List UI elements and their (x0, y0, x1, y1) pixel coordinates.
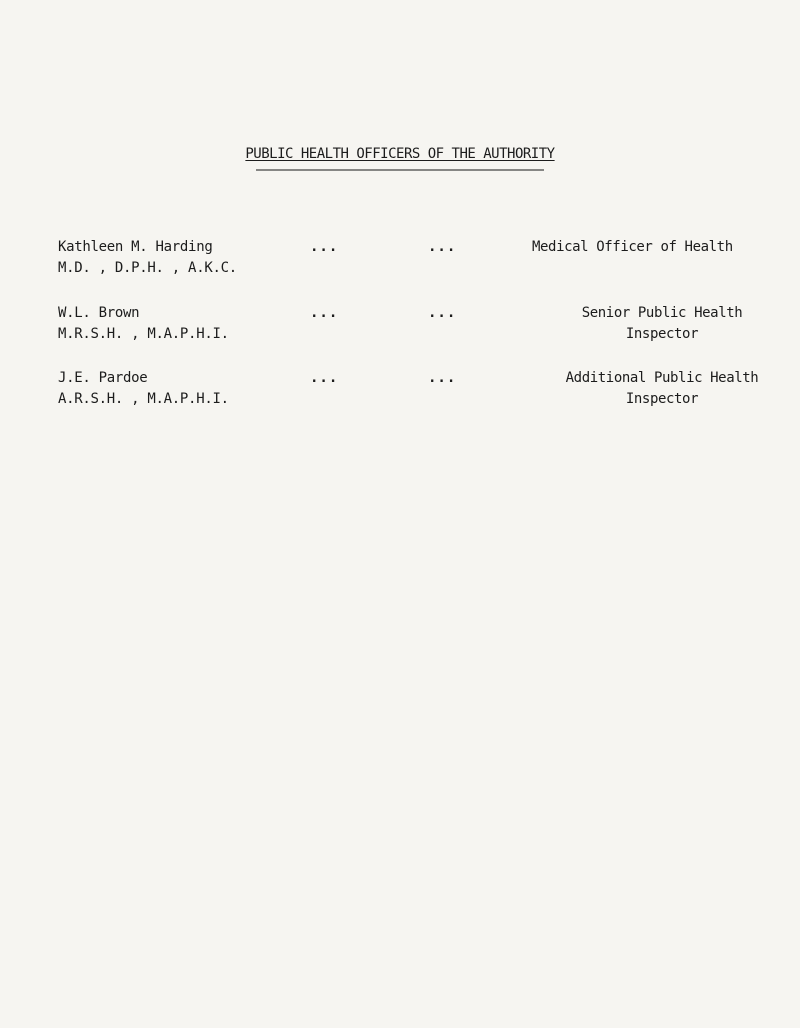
leader-dots: ... (310, 239, 339, 255)
officer-title: Medical Officer of Health (532, 239, 733, 255)
officer-name: J.E. Pardoe (58, 370, 148, 386)
officer-name: Kathleen M. Harding (58, 239, 213, 255)
officer-name-block (58, 368, 229, 410)
officer-name-block (58, 237, 237, 279)
leader-dots: ... (428, 305, 457, 321)
officer-qualifications: A.R.S.H. , M.A.P.H.I. (58, 391, 229, 407)
officer-title-block (532, 303, 792, 345)
page-title (0, 146, 800, 162)
leader-dots: ... (310, 370, 339, 386)
reverse-side-show-through (30, 60, 770, 148)
leader-dots: ... (428, 370, 457, 386)
officer-entry (0, 368, 800, 414)
officer-title-continued: Inspector (625, 391, 699, 407)
officer-name: W.L. Brown (58, 305, 140, 321)
officer-qualifications: M.D. , D.P.H. , A.K.C. (58, 260, 237, 276)
officer-entry (0, 237, 800, 283)
leader-dots: ... (310, 305, 339, 321)
page-title-text: PUBLIC HEALTH OFFICERS OF THE AUTHORITY (245, 146, 555, 162)
officer-title: Additional Public Health (565, 370, 759, 386)
officer-title-block (532, 237, 792, 258)
leader-dots: ... (428, 239, 457, 255)
officer-name-block (58, 303, 229, 345)
officer-entry (0, 303, 800, 349)
officer-title-continued: Inspector (625, 326, 699, 342)
title-underline (256, 169, 544, 171)
officer-title-block (532, 368, 792, 410)
officer-title: Senior Public Health (581, 305, 743, 321)
officer-qualifications: M.R.S.H. , M.A.P.H.I. (58, 326, 229, 342)
